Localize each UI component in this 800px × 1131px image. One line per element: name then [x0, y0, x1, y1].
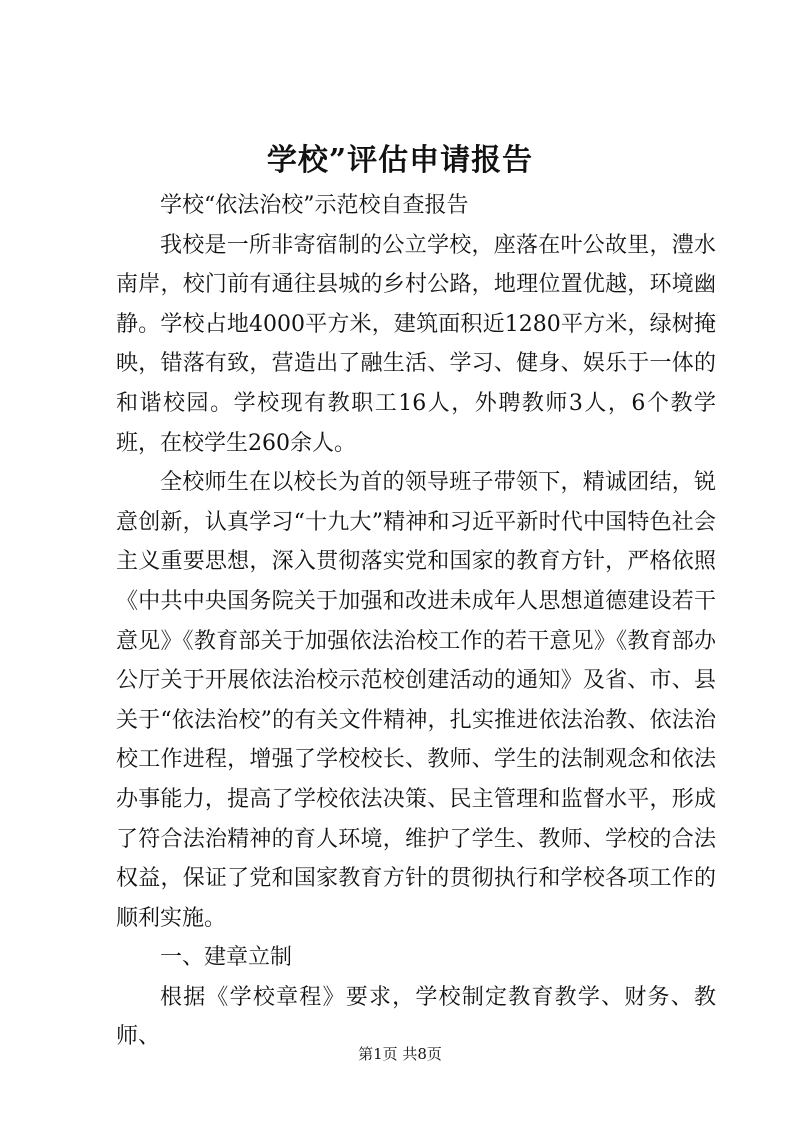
paragraph-rule-of-law: 全校师生在以校长为首的领导班子带领下，精诚团结，锐意创新，认真学习“十九大”精神和习近平新时代中国特色社会主义重要思想，深入贯彻落实党和国家的教育方针，严格依照《中共中央国务院关于加强和改进未成年人思想道德建设若干意见》《教育部关于加强依法治校工作的若干意见》《教育部办公厅关于开展依法治校示范校创建活动的通知》及省、市、县关于“依法治校”的有关文件精神，扎实推进依法治教、依法治校工作进程，增强了学校校长、教师、学生的法制观念和依法办事能力，提高了学校依法决策、民主管理和监督水平，形成了符合法治精神的育人环境，维护了学生、教师、学校的合法权益，保证了党和国家教育方针的贯彻执行和学校各项工作的顺利实施。 — [116, 470, 716, 931]
document-body — [116, 186, 716, 1057]
paragraph-school-overview: 我校是一所非寄宿制的公立学校，座落在叶公故里，澧水南岸，校门前有通往县城的乡村公路，地理位置优越，环境幽静。学校占地4000平方米，建筑面积近1280平方米，绿树掩映，错落有致，营造出了融生活、学习、健身、娱乐于一体的和谐校园。学校现有教职工16人，外聘教师3人，6个教学班，在校学生260余人。 — [116, 232, 716, 456]
page-number-footer: 第1页 共8页 — [358, 1045, 442, 1063]
paragraph-regulations: 根据《学校章程》要求，学校制定教育教学、财务、教师、 — [116, 984, 716, 1050]
section-heading: 一、建章立制 — [160, 945, 293, 971]
document-title: 学校”评估申请报告 — [266, 143, 534, 178]
paragraph-subtitle: 学校“依法治校”示范校自查报告 — [160, 193, 469, 218]
